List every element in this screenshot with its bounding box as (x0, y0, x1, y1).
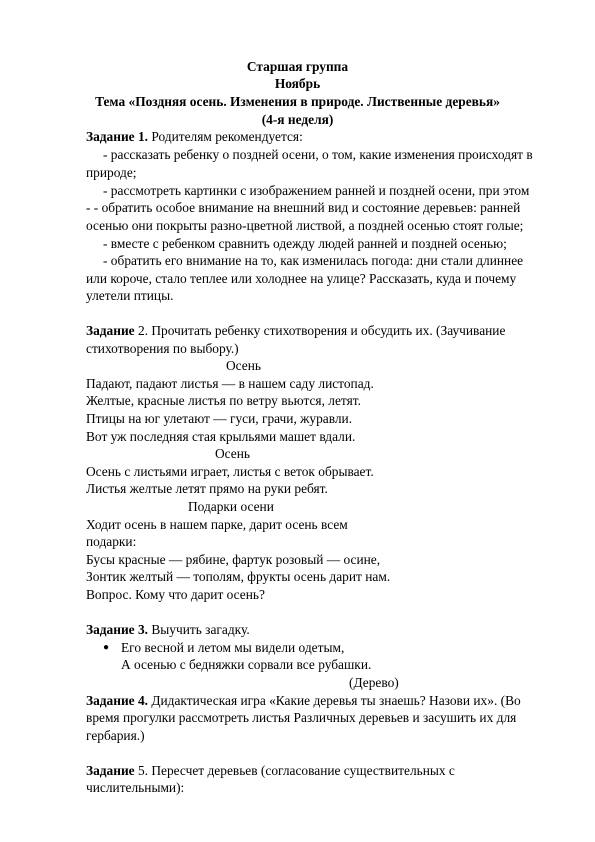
task3-intro: Выучить загадку. (148, 622, 250, 637)
task2-intro: 2. Прочитать ребенку стихотворения и обсудить их. (Заучивание (134, 323, 506, 338)
task4-label: Задание 4. (86, 693, 148, 708)
topic-title: Тема «Поздняя осень. Изменения в природе. Лиственные деревья» (95, 94, 500, 109)
task4-text: Дидактическая игра «Какие деревья ты знаешь? Назови их». (Во (148, 693, 521, 708)
task1-heading (86, 128, 303, 145)
poem-line: Падают, падают листья — в нашем саду листопад. (86, 376, 374, 391)
group-title: Старшая группа (246, 59, 349, 74)
task4-heading (86, 692, 521, 709)
task1-label: Задание 1. (86, 129, 148, 144)
task5-label: Задание (86, 763, 135, 778)
poem2-title: Осень (215, 446, 250, 461)
task1-line: - рассмотреть картинки с изображением ранней и поздней осени, при этом (103, 183, 530, 198)
task3-label: Задание 3. (86, 622, 148, 637)
task5-text: 5. Пересчет деревьев (согласование существительных с (134, 763, 455, 778)
task3-heading (86, 621, 250, 638)
poem-line: Желтые, красные листья по ветру вьются, летят. (86, 393, 361, 408)
task2-label: Задание (86, 323, 135, 338)
riddle-line: Его весной и летом мы видели одетым, (121, 640, 345, 655)
task1-line: улетели птицы. (86, 288, 174, 303)
poem-line: Вопрос. Кому что дарит осень? (86, 587, 265, 602)
task2-heading (86, 322, 505, 339)
poem3-title: Подарки осени (188, 499, 274, 514)
task1-line: - вместе с ребенком сравнить одежду людей ранней и поздней осенью; (103, 236, 507, 251)
task1-line: или короче, стало теплее или холоднее на улице? Рассказать, куда и почему (86, 271, 517, 286)
task5-heading (86, 762, 455, 779)
poem-line: Бусы красные — рябине, фартук розовый — осине, (86, 552, 381, 567)
task1-line: - обратить его внимание на то, как изменилась погода: дни стали длиннее (103, 253, 524, 268)
task4-line: гербария.) (86, 728, 145, 743)
task2-intro-cont: стихотворения по выбору.) (86, 341, 239, 356)
month-title: Ноябрь (274, 76, 321, 91)
bullet-icon: ● (103, 642, 110, 653)
week-title: (4-я неделя) (261, 112, 334, 127)
poem-line: Птицы на юг улетают — гуси, грачи, журавли. (86, 411, 353, 426)
task5-line: числительными): (86, 780, 185, 795)
poem-line: Ходит осень в нашем парке, дарит осень всем (86, 517, 348, 532)
task1-line: природе; (86, 165, 137, 180)
task1-intro: Родителям рекомендуется: (148, 129, 303, 144)
poem-line: Осень с листьями играет, листья с веток обрывает. (86, 464, 374, 479)
task4-line: время прогулки рассмотреть листья Различных деревьев и засушить их для (86, 710, 517, 725)
task1-line: - рассказать ребенку о поздней осени, о том, какие изменения происходят в (103, 147, 533, 162)
poem-line: Вот уж последняя стая крыльями машет вдали. (86, 429, 356, 444)
riddle-answer: (Дерево) (349, 675, 399, 690)
poem-line: подарки: (86, 534, 137, 549)
poem-line: Зонтик желтый — тополям, фрукты осень дарит нам. (86, 569, 391, 584)
riddle-line: А осенью с бедняжки сорвали все рубашки. (121, 657, 372, 672)
poem-line: Листья желтые летят прямо на руки ребят. (86, 481, 328, 496)
task1-line: осенью они покрыты разно-цветной листвой, а поздней осенью стоят голые; (86, 218, 524, 233)
task1-line: - - обратить особое внимание на внешний вид и состояние деревьев: ранней (86, 200, 521, 215)
poem1-title: Осень (226, 358, 261, 373)
